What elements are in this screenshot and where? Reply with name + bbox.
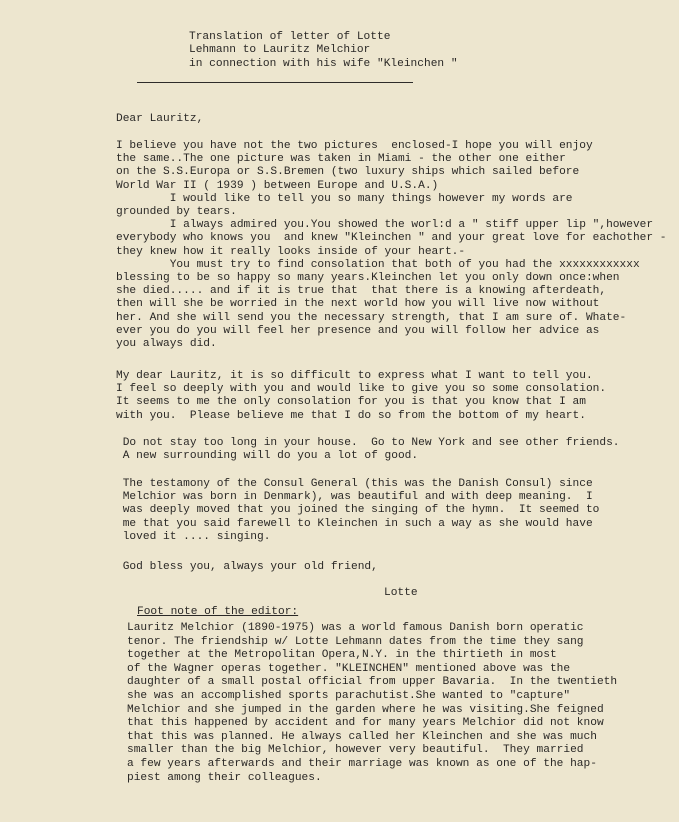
signature: Lotte — [384, 587, 418, 599]
letter-line: she died..... and if it is true that that there is a knowing afterdeath, — [116, 285, 607, 298]
footnote-line: a few years afterwards and their marriage was known as one of the hap- — [127, 758, 597, 770]
title-underline — [137, 82, 413, 83]
letter-line: You must try to find consolation that both of you had the xxxxxxxxxxxx — [116, 258, 640, 271]
footnote-line: Lauritz Melchior (1890-1975) was a world famous Danish born operatic — [127, 622, 584, 634]
title-line-3: in connection with his wife "Kleinchen " — [189, 58, 458, 70]
letter-line: God bless you, always your old friend, — [116, 561, 378, 573]
footnote-line: daughter of a small postal official from upper Bavaria. In the twentieth — [127, 676, 618, 689]
letter-line: I believe you have not the two pictures enclosed-I hope you will enjoy — [116, 140, 593, 152]
footnote-line: Melchior and she jumped in the garden where he was visiting.She feigned — [127, 703, 604, 716]
letter-line: World War II ( 1939 ) between Europe and U.S.A.) — [116, 179, 439, 192]
footnote-line: tenor. The friendship w/ Lotte Lehmann dates from the time they sang — [127, 635, 584, 648]
footnote-line: smaller than the big Melchior, however very beautiful. They married — [127, 744, 584, 757]
footnote-line: of the Wagner operas together. "KLEINCHEN" mentioned above was the — [127, 662, 571, 675]
footnote-line: together at the Metropolitan Opera,N.Y. in the thirtieth in most — [127, 649, 557, 662]
letter-line: the same..The one picture was taken in Miami - the other one either — [116, 153, 566, 166]
letter-line: Do not stay too long in your house. Go to New York and see other friends. — [116, 437, 620, 449]
footnote-heading: Foot note of the editor: — [137, 606, 299, 618]
letter-line: her. And she will send you the necessary strength, that I am sure of. Whate- — [116, 311, 627, 324]
letter-line: everybody who knows you and knew "Kleinchen " and your great love for eachother - — [116, 232, 667, 245]
letter-line: blessing to be so happy so many years.Kleinchen let you only down once:when — [116, 272, 620, 284]
letter-line: A new surrounding will do you a lot of good. — [116, 450, 419, 463]
letter-line: The testamony of the Consul General (this was the Danish Consul) since — [116, 478, 593, 490]
footnote-line: that this was planned. He always called her Kleinchen and she was much — [127, 730, 597, 743]
footnote-line: piest among their colleagues. — [127, 771, 322, 784]
letter-line: ever you do you will feel her presence and you will follow her advice as — [116, 324, 600, 337]
letter-line: was deeply moved that you joined the singing of the hymn. It seemed to — [116, 504, 600, 517]
letter-line: loved it .... singing. — [116, 530, 271, 543]
letter-line: My dear Lauritz, it is so difficult to express what I want to tell you. — [116, 370, 593, 382]
letter-line: they knew how it really looks inside of your heart.- — [116, 245, 466, 258]
footnote-line: that this happened by accident and for many years Melchior did not know — [127, 717, 604, 730]
title-line-1: Translation of letter of Lotte — [189, 31, 391, 43]
footnote-line: she was an accomplished sports parachutist.She wanted to "capture" — [127, 690, 571, 702]
salutation: Dear Lauritz, — [116, 113, 204, 125]
letter-line: I feel so deeply with you and would like to give you so some consolation. — [116, 383, 607, 396]
letter-line: grounded by tears. — [116, 206, 237, 218]
letter-line: you always did. — [116, 338, 217, 350]
letter-line: me that you said farewell to Kleinchen in such a way as she would have — [116, 517, 593, 530]
letter-line: Melchior was born in Denmark), was beautiful and with deep meaning. I — [116, 491, 593, 504]
letter-line: with you. Please believe me that I do so from the bottom of my heart. — [116, 409, 586, 422]
title-line-2: Lehmann to Lauritz Melchior — [189, 44, 371, 56]
letter-line: I always admired you.You showed the worl:d a " stiff upper lip ",however — [116, 219, 654, 232]
letter-line: It seems to me the only consolation for you is that you know that I am — [116, 396, 586, 409]
letter-line: on the S.S.Europa or S.S.Bremen (two luxury ships which sailed before — [116, 166, 580, 179]
letter-line: then will she be worried in the next world how you will live now without — [116, 298, 600, 311]
letter-line: I would like to tell you so many things however my words are — [116, 192, 573, 205]
